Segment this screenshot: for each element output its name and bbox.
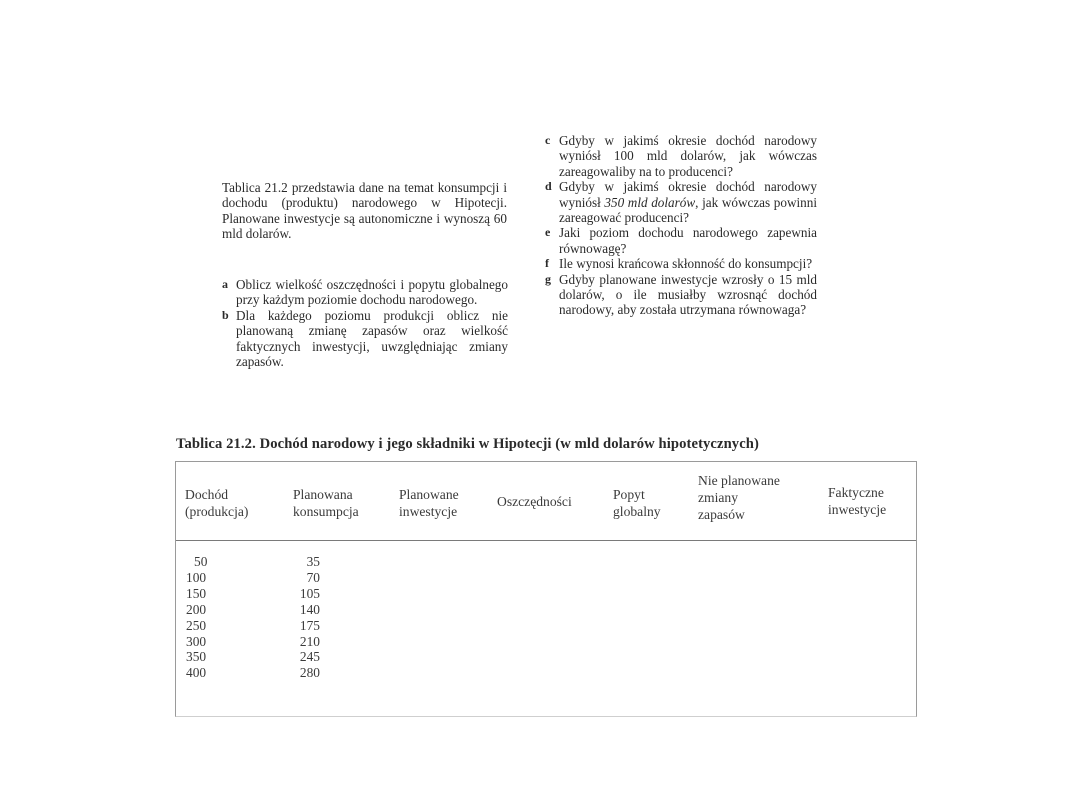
header-divider — [176, 540, 916, 541]
header-line: Planowana — [293, 487, 353, 502]
income-cell: 50 — [194, 554, 208, 569]
consumption-cell: 210 — [299, 633, 320, 649]
question-text-italic: 350 mld dolarów — [604, 194, 696, 210]
question-c — [545, 133, 817, 179]
header-line: konsumpcja — [293, 504, 359, 519]
question-letter: f — [545, 256, 549, 271]
consumption-cell: 245 — [299, 649, 320, 665]
column-consumption — [291, 554, 320, 681]
column-income — [186, 554, 207, 681]
consumption-cell: 140 — [299, 601, 320, 617]
question-text: Jaki poziom dochodu narodowego zapewnia równowagę? — [559, 225, 817, 256]
income-cell: 250 — [186, 617, 207, 633]
income-cell: 100 — [186, 569, 207, 585]
question-list-left — [222, 277, 508, 369]
question-letter: g — [545, 271, 551, 286]
question-text: Dla każdego poziomu produkcji oblicz nie planowaną zmianę zapasów oraz wielkość faktycznych inwestycji, uwzględniając zmiany zapasów. — [236, 307, 508, 370]
income-cell: 350 — [186, 649, 207, 665]
question-letter: d — [545, 179, 552, 194]
income-cell: 150 — [186, 585, 207, 601]
header-actual-investment — [828, 484, 886, 518]
intro-paragraph: Tablica 21.2 przedstawia dane na temat konsumpcji i dochodu (produktu) narodowego w Hipotecji. Planowane inwestycje są autonomiczne i wynoszą 60 mld dolarów. — [222, 180, 507, 242]
question-text-part: , jak wówczas powinni zareagować producenci? — [559, 194, 818, 226]
question-letter: c — [545, 133, 551, 147]
header-line: Dochód — [185, 487, 229, 502]
header-line: (produkcja) — [185, 504, 249, 519]
header-consumption — [293, 486, 359, 520]
consumption-cell: 70 — [306, 569, 320, 585]
consumption-cell: 105 — [299, 585, 320, 601]
question-text: Gdyby w jakimś okresie dochód narodowy wyniósł 100 mld dolarów, jak wówczas zareagowaliby na to producenci? — [559, 133, 817, 179]
consumption-cell: 175 — [299, 617, 320, 633]
header-line: globalny — [613, 504, 661, 519]
question-a — [222, 277, 508, 308]
header-line: inwestycje — [399, 504, 458, 519]
header-line: zapasów — [698, 507, 745, 522]
data-table — [175, 461, 917, 717]
question-text: Ile wynosi krańcowa skłonność do konsumpcji? — [559, 256, 813, 272]
consumption-cell: 35 — [306, 554, 320, 569]
header-aggregate-demand — [613, 486, 661, 520]
question-text: Oblicz wielkość oszczędności i popytu globalnego przy każdym poziomie dochodu narodowego. — [236, 277, 508, 308]
question-b — [222, 308, 508, 370]
question-e — [545, 225, 817, 256]
header-line: inwestycje — [828, 502, 887, 517]
question-list-right — [545, 133, 817, 318]
question-f — [545, 256, 817, 271]
income-cell: 200 — [186, 601, 207, 617]
question-d — [545, 179, 817, 225]
question-letter: a — [222, 277, 228, 291]
question-letter: b — [222, 307, 229, 322]
question-text — [559, 179, 817, 225]
header-unplanned-inventory — [698, 472, 780, 523]
header-income — [185, 486, 248, 520]
question-text: Gdyby planowane inwestycje wzrosły o 15 mld dolarów, o ile musiałby wzrosnąć dochód narodowy, aby została utrzymana równowaga? — [559, 271, 817, 318]
header-line: Oszczędności — [497, 494, 572, 509]
header-line: Faktyczne — [828, 485, 884, 500]
header-line: Nie planowane — [698, 473, 780, 488]
question-g — [545, 272, 817, 318]
income-cell: 300 — [186, 633, 207, 649]
header-line: Popyt — [613, 487, 645, 502]
header-savings — [497, 493, 572, 510]
header-investment — [399, 486, 459, 520]
income-cell: 400 — [186, 665, 207, 681]
header-line: Planowane — [399, 487, 459, 502]
table-caption: Tablica 21.2. Dochód narodowy i jego składniki w Hipotecji (w mld dolarów hipotetycznych) — [176, 436, 759, 452]
consumption-cell: 280 — [299, 665, 320, 681]
question-text-part: Gdyby w jakimś okresie dochód narodowy wyniósł — [559, 179, 817, 210]
header-line: zmiany — [698, 490, 739, 505]
question-letter: e — [545, 225, 551, 240]
